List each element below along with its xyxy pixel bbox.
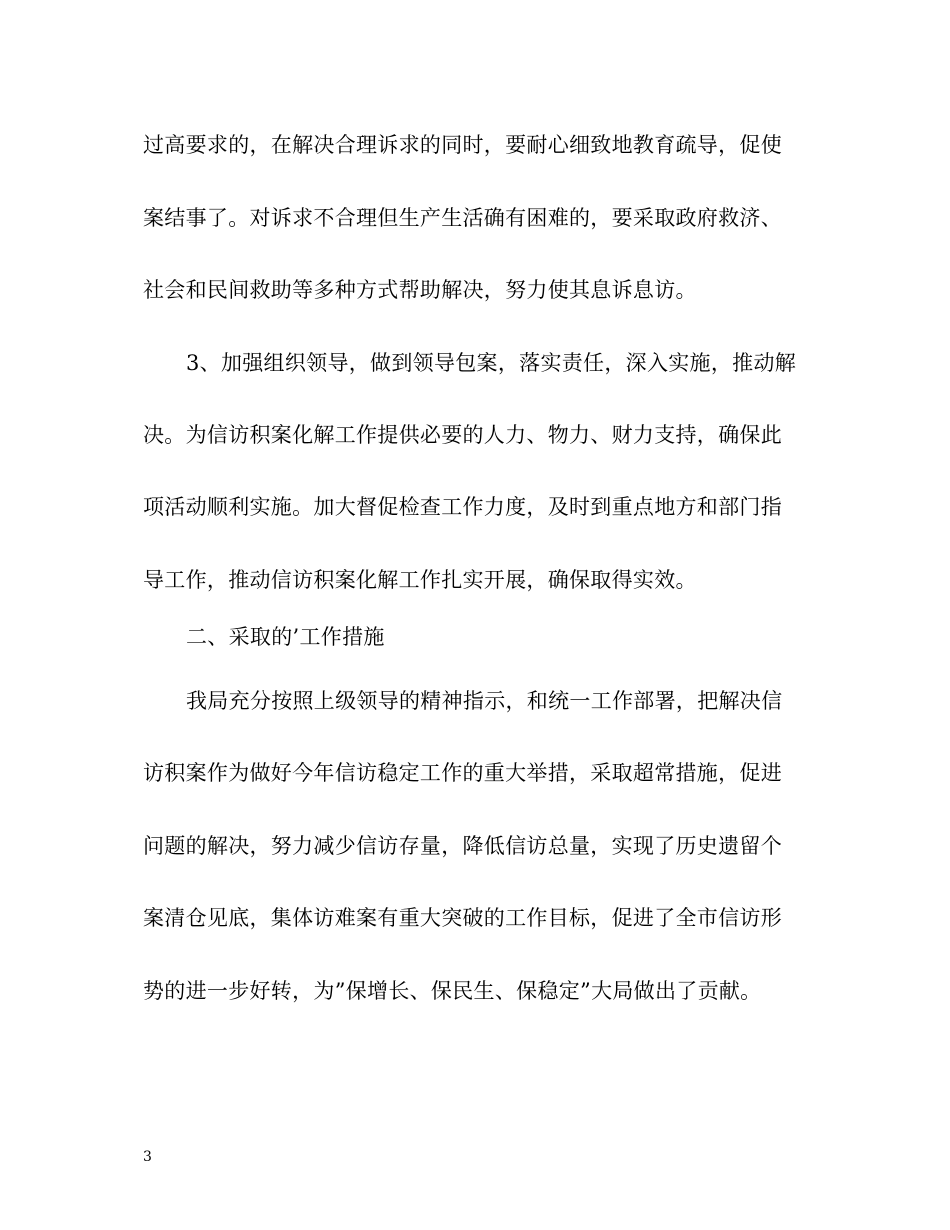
paragraph-line: 决。为信访积案化解工作提供必要的人力、物力、财力支持，确保此 (143, 423, 782, 447)
paragraph-line: 导工作，推动信访积案化解工作扎实开展，确保取得实效。 (143, 568, 697, 592)
paragraph-line: 项活动顺利实施。加大督促检查工作力度，及时到重点地方和部门指 (143, 495, 782, 519)
paragraph-line: 案清仓见底，集体访难案有重大突破的工作目标，促进了全市信访形 (143, 906, 782, 930)
paragraph-line: 访积案作为做好今年信访稳定工作的重大举措，采取超常措施，促进 (143, 761, 782, 785)
paragraph-line: 3、加强组织领导，做到领导包案，落实责任，深入实施，推动解 (186, 351, 797, 375)
paragraph-line: 案结事了。对诉求不合理但生产生活确有困难的，要采取政府救济、 (143, 206, 782, 230)
section-heading: 二、采取的’工作措施 (186, 625, 385, 649)
paragraph-line: 社会和民间救助等多种方式帮助解决，努力使其息诉息访。 (143, 278, 697, 302)
paragraph-line: 势的进一步好转，为”保增长、保民生、保稳定”大局做出了贡献。 (143, 979, 762, 1003)
page-number: 3 (143, 1149, 152, 1165)
paragraph-line: 过高要求的，在解决合理诉求的同时，要耐心细致地教育疏导，促使 (143, 133, 782, 157)
paragraph-line: 我局充分按照上级领导的精神指示，和统一工作部署，把解决信 (186, 689, 783, 713)
paragraph-line: 问题的解决，努力减少信访存量，降低信访总量，实现了历史遗留个 (143, 834, 782, 858)
